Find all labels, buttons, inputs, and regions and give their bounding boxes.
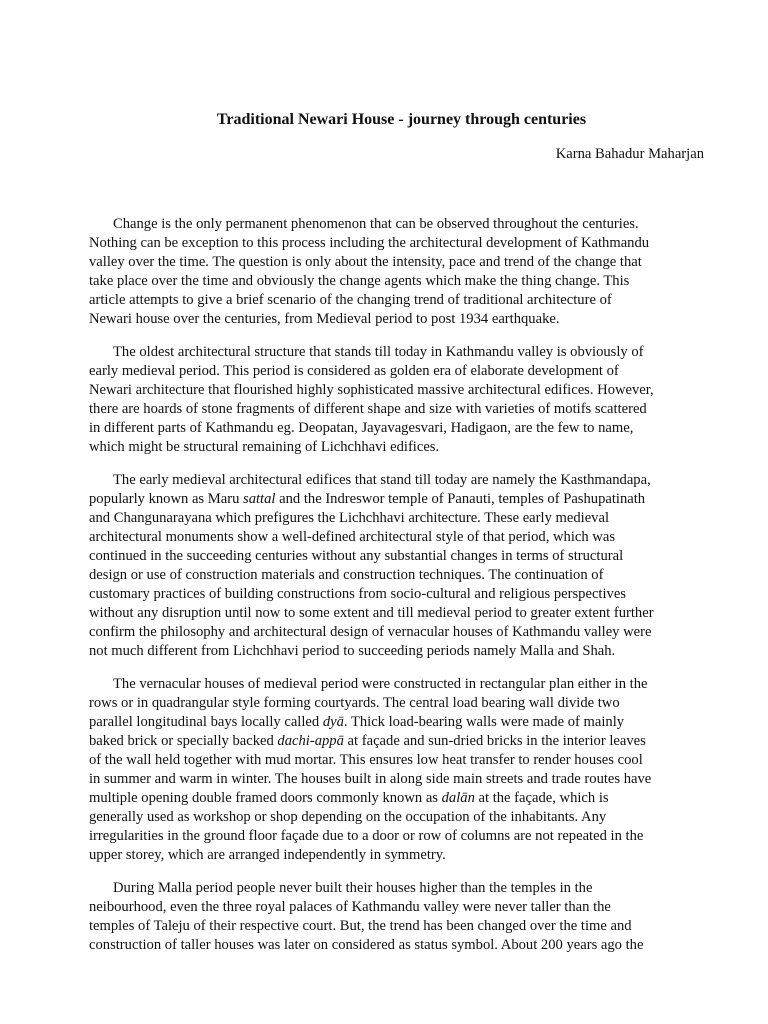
paragraph-line: Change is the only permanent phenomenon that can be observed throughout the centuries. (113, 216, 639, 232)
paragraph-line: design or use of construction materials and construction techniques. The continuation of (89, 567, 604, 583)
document-title: Traditional Newari House - journey through centuries (216, 111, 587, 128)
paragraph-line: The vernacular houses of medieval period were constructed in rectangular plan either in the (113, 676, 648, 692)
paragraph (89, 471, 706, 661)
paragraph-line: The oldest architectural structure that stands till today in Kathmandu valley is obviously of (113, 344, 644, 360)
paragraph-line: irregularities in the ground floor façade due to a door or row of columns are not repeated in the (89, 828, 644, 844)
paragraph-line: and Changunarayana which prefigures the Lichchhavi architecture. These early medieval (89, 510, 610, 526)
paragraph-line: continued in the succeeding centuries without any substantial changes in terms of structural (89, 548, 624, 564)
paragraph-line: multiple opening double framed doors commonly known as dalān at the façade, which is (89, 790, 609, 806)
paragraph-line: valley over the time. The question is only about the intensity, pace and trend of the change that (89, 254, 642, 270)
paragraph-line: baked brick or specially backed dachi-appā at façade and sun-dried bricks in the interior leaves (89, 733, 646, 749)
paragraph (89, 343, 706, 457)
paragraph (89, 675, 706, 865)
paragraph-line: there are hoards of stone fragments of different shape and size with varieties of motifs scattered (89, 401, 647, 417)
italic-term: dalān (441, 790, 475, 806)
paragraph-line: parallel longitudinal bays locally called dyā. Thick load-bearing walls were made of mainly (89, 714, 625, 730)
paragraph-line: popularly known as Maru sattal and the Indreswor temple of Panauti, temples of Pashupatinath (89, 491, 646, 507)
italic-term: dachi-appā (277, 733, 344, 749)
paragraph-line: architectural monuments show a well-defined architectural style of that period, which was (89, 529, 616, 545)
paragraph-line: construction of taller houses was later on considered as status symbol. About 200 years ago the (89, 937, 644, 953)
paragraph-line: temples of Taleju of their respective court. But, the trend has been changed over the time and (89, 918, 632, 934)
paragraph-line: rows or in quadrangular style forming courtyards. The central load bearing wall divide two (89, 695, 620, 711)
document-author: Karna Bahadur Maharjan (555, 146, 704, 162)
paragraph-line: without any disruption until now to some extent and till medieval period to greater extent further (89, 605, 654, 621)
paragraph-line: article attempts to give a brief scenario of the changing trend of traditional architecture of (89, 292, 612, 308)
paragraph-line: The early medieval architectural edifices that stand till today are namely the Kasthmandapa, (113, 472, 651, 488)
paragraph-line: upper storey, which are arranged independently in symmetry. (89, 847, 446, 863)
paragraph-line: in different parts of Kathmandu eg. Deopatan, Jayavagesvari, Hadigaon, are the few to name, (89, 420, 634, 436)
paragraph (89, 215, 706, 329)
paragraph-line: confirm the philosophy and architectural design of vernacular houses of Kathmandu valley were (89, 624, 652, 640)
paragraph-line: early medieval period. This period is considered as golden era of elaborate development of (89, 363, 619, 379)
paragraph-line: neibourhood, even the three royal palaces of Kathmandu valley were never taller than the (89, 899, 611, 915)
paragraph-line: Nothing can be exception to this process including the architectural development of Kathmandu (89, 235, 650, 251)
paragraph-line: generally used as workshop or shop depending on the occupation of the inhabitants. Any (89, 809, 607, 825)
paragraph-line: take place over the time and obviously the change agents which make the thing change. This (89, 273, 630, 289)
paragraph-line: Newari architecture that flourished highly sophisticated massive architectural edifices. However, (89, 382, 654, 398)
paragraph-line: During Malla period people never built their houses higher than the temples in the (113, 880, 593, 896)
paragraph-line: which might be structural remaining of Lichchhavi edifices. (89, 439, 440, 455)
italic-term: dyā (322, 714, 344, 730)
paragraph-line: in summer and warm in winter. The houses built in along side main streets and trade routes have (89, 771, 652, 787)
paragraph-line: not much different from Lichchhavi period to succeeding periods namely Malla and Shah. (89, 643, 616, 659)
paragraph-line: customary practices of building constructions from socio-cultural and religious perspectives (89, 586, 626, 602)
italic-term: sattal (243, 491, 276, 507)
paragraph-line: of the wall held together with mud mortar. This ensures low heat transfer to render houses cool (89, 752, 643, 768)
document-body (89, 215, 706, 955)
paragraph-line: Newari house over the centuries, from Medieval period to post 1934 earthquake. (89, 311, 560, 327)
paragraph (89, 879, 706, 955)
